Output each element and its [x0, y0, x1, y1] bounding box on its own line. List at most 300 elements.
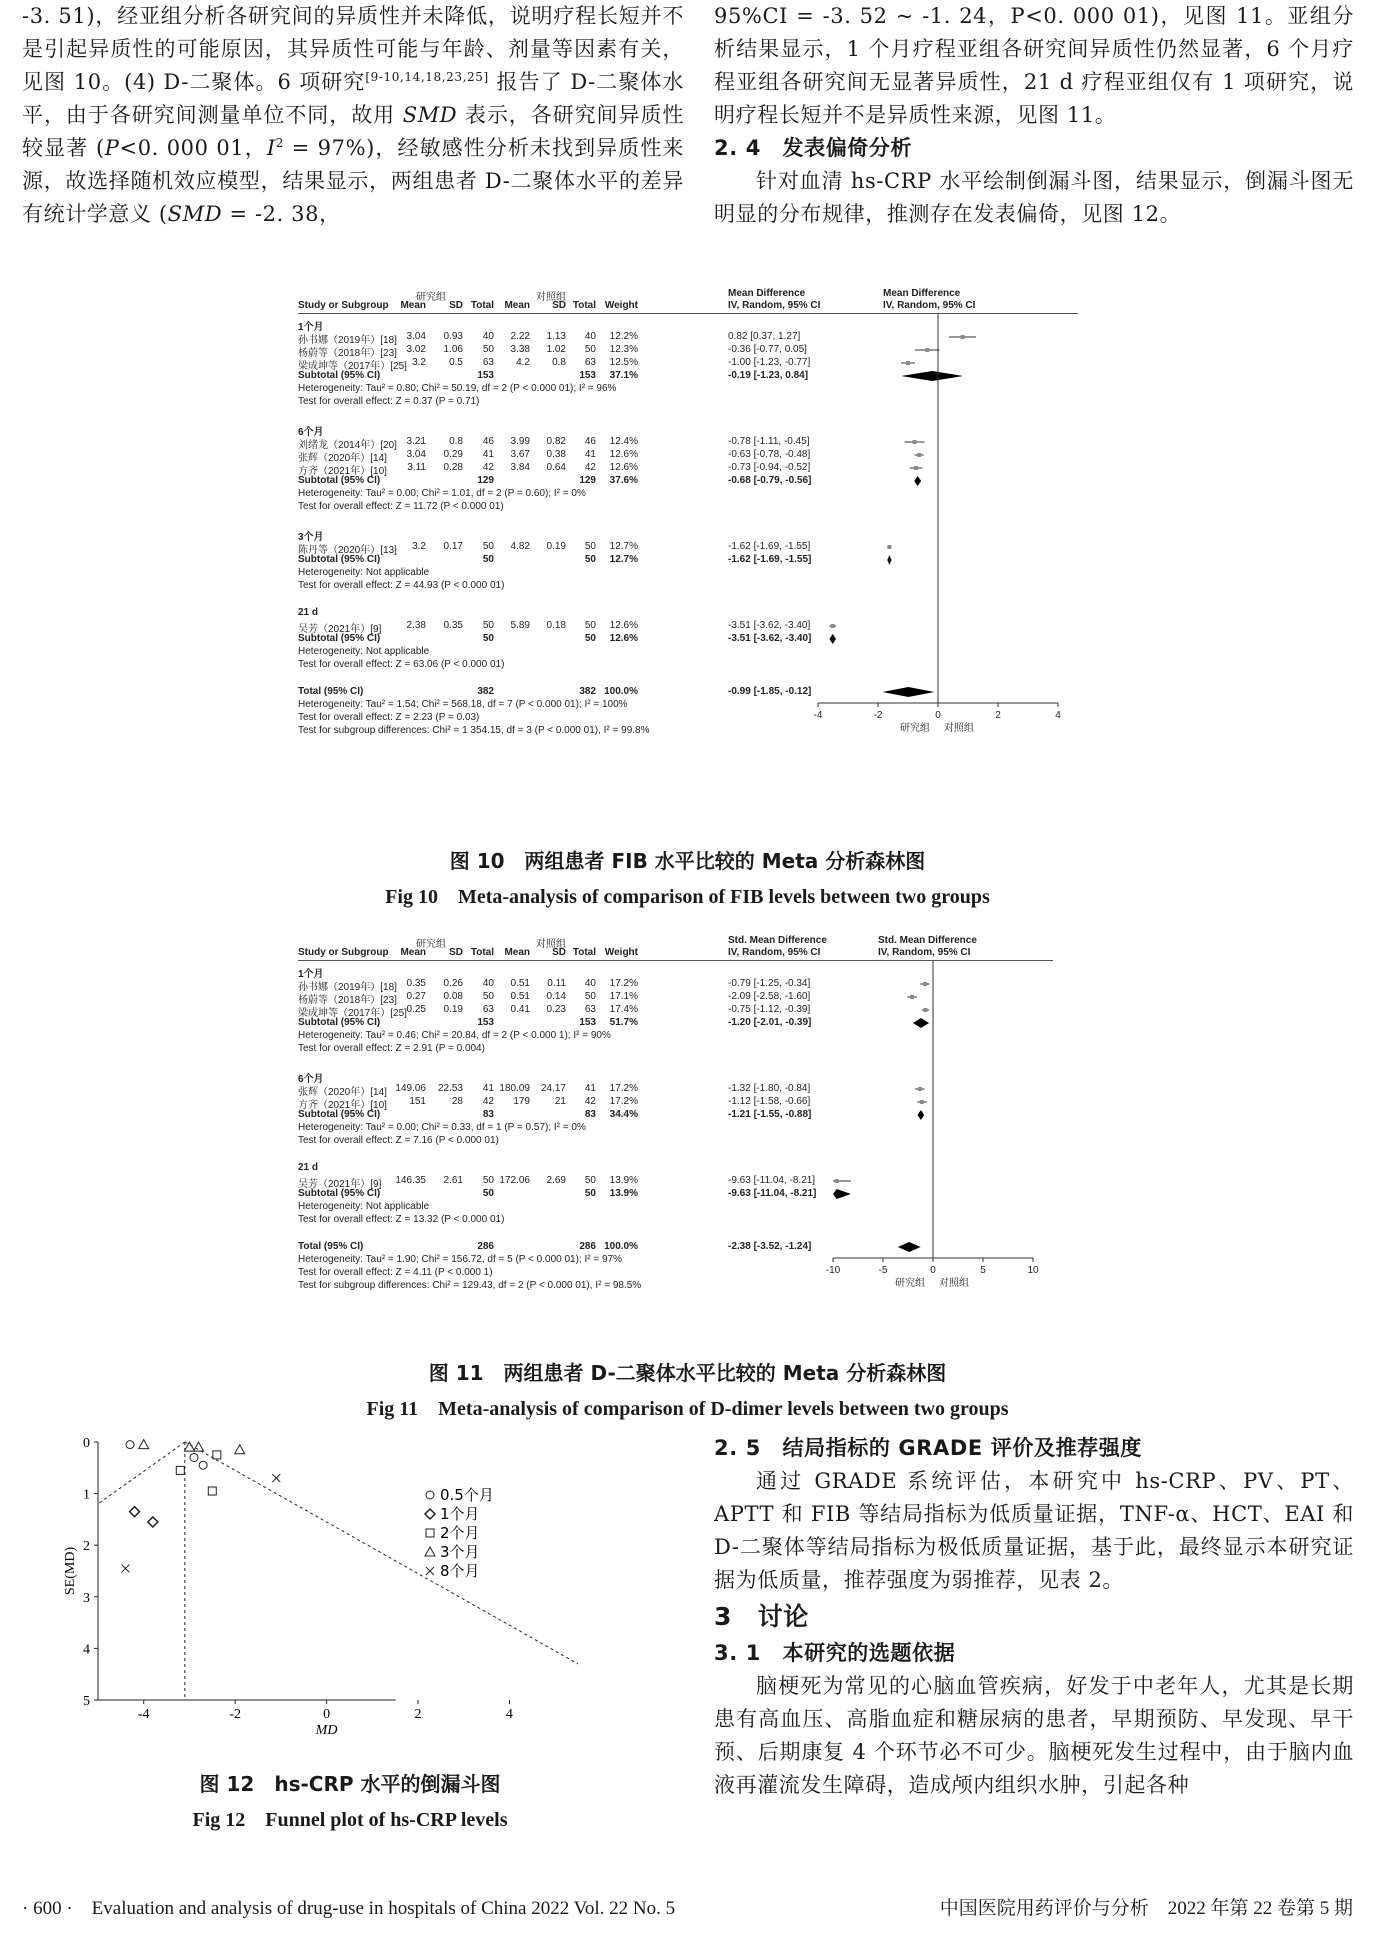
- data-point-triangle: [194, 1442, 204, 1451]
- data-point-square: [176, 1466, 184, 1474]
- study-row-m1: 151: [409, 1096, 426, 1107]
- subtotal-row-n1: 50: [482, 1188, 494, 1199]
- subgroup-name: 21 d: [298, 1162, 319, 1173]
- study-row-sd2: 0.8: [552, 357, 566, 368]
- col-header-mean-exp: Mean: [400, 947, 426, 958]
- study-row-n1: 42: [482, 1096, 494, 1107]
- paragraph-fib-dimer: [22, 0, 684, 231]
- study-row-weight: 17.2%: [609, 1083, 638, 1094]
- study-row-m2: 172.06: [499, 1175, 530, 1186]
- point-estimate: [835, 1179, 839, 1183]
- y-tick-label: 5: [83, 1694, 90, 1709]
- study-row-m2: 4.82: [510, 541, 530, 552]
- heterogeneity-text: Heterogeneity: Tau² = 0.00; Chi² = 1.01, df = 2 (P = 0.60); I² = 0%: [298, 488, 586, 499]
- axis-label-experimental: 研究组: [895, 1278, 925, 1289]
- total-row-n1: 286: [477, 1241, 494, 1252]
- heterogeneity-text: Heterogeneity: Tau² = 0.46; Chi² = 20.84, df = 2 (P < 0.000 1); I² = 90%: [298, 1030, 611, 1041]
- legend-marker-diamond: [425, 1509, 435, 1519]
- study-row-weight: 12.6%: [609, 620, 638, 631]
- paragraph-segment: P: [104, 136, 120, 160]
- legend-marker-triangle: [425, 1547, 435, 1556]
- data-point-circle: [126, 1441, 134, 1449]
- study-row-ci: -0.75 [-1.12, -0.39]: [728, 1004, 811, 1015]
- col-header-sd-exp: SD: [449, 300, 463, 311]
- overall-effect-text: Test for overall effect: Z = 0.37 (P = 0.71): [298, 396, 480, 407]
- legend-label: 1个月: [440, 1505, 480, 1523]
- subtotal-row-n2: 50: [584, 633, 596, 644]
- col-header-ci: IV, Random, 95% CI: [728, 947, 821, 958]
- subtotal-diamond: [901, 371, 963, 381]
- total-row-label: Total (95% CI): [298, 686, 364, 697]
- point-estimate: [961, 335, 965, 339]
- study-row-sd2: 1.13: [546, 331, 566, 342]
- study-row-ci: -1.62 [-1.69, -1.55]: [728, 541, 811, 552]
- overall-effect-text: Test for overall effect: Z = 2.91 (P = 0.004): [298, 1043, 485, 1054]
- effect-header: Std. Mean Difference: [728, 935, 827, 946]
- study-row-n1: 40: [482, 978, 494, 989]
- figure11-caption-en: Fig 11 Meta-analysis of comparison of D-dimer levels between two groups: [366, 1398, 1009, 1420]
- funnel-right: [185, 1442, 578, 1664]
- subtotal-row-n2: 129: [579, 475, 596, 486]
- subtotal-row-ci: -0.68 [-0.79, -0.56]: [728, 475, 812, 486]
- study-row-sd1: 0.35: [443, 620, 463, 631]
- group-label-control: 对照组: [536, 939, 566, 950]
- section-heading-2-5: 2. 5 结局指标的 GRADE 评价及推荐强度: [714, 1436, 1142, 1460]
- study-row-weight: 17.2%: [609, 978, 638, 989]
- study-row-ci: -3.51 [-3.62, -3.40]: [728, 620, 811, 631]
- section-heading-3-1: 3. 1 本研究的选题依据: [714, 1641, 956, 1665]
- study-row-m1: 3.04: [406, 331, 426, 342]
- point-estimate: [831, 624, 835, 628]
- study-row-sd2: 0.19: [546, 541, 566, 552]
- subtotal-row-weight: 37.6%: [609, 475, 638, 486]
- study-row-sd1: 22.53: [437, 1083, 463, 1094]
- x-tick-label: 5: [980, 1265, 986, 1276]
- paragraph-dimer-subgroup: 95%CI = -3. 52 ~ -1. 24，P<0. 000 01)，见图 11。亚组分析结果显示，1 个月疗程亚组各研究间异质性仍然显著，6 个月疗程亚组各研究间无显著异质性，21 d 疗程亚组仅有 1 项研究，说明疗程长短并不是异质性来源，见图 11。: [714, 4, 1354, 127]
- total-stat-text: Test for overall effect: Z = 4.11 (P < 0.000 1): [298, 1267, 493, 1278]
- data-point-triangle: [139, 1440, 149, 1449]
- study-row-n2: 50: [584, 991, 596, 1002]
- subtotal-row-weight: 37.1%: [609, 370, 638, 381]
- subtotal-row-n2: 153: [579, 1017, 596, 1028]
- study-row-n1: 63: [482, 357, 494, 368]
- y-tick-label: 1: [83, 1487, 90, 1503]
- figure12-caption-cn: 图 12 hs-CRP 水平的倒漏斗图: [199, 1772, 501, 1796]
- study-row-weight: 12.4%: [609, 436, 638, 447]
- study-row-sd2: 0.18: [546, 620, 566, 631]
- total-row-n2: 382: [579, 686, 596, 697]
- study-row-n2: 50: [584, 344, 596, 355]
- study-row-weight: 13.9%: [609, 1175, 638, 1186]
- effect-header: Mean Difference: [728, 288, 806, 299]
- study-row-label: 梁成坤等（2017年）[25]: [298, 1008, 407, 1019]
- point-estimate: [925, 348, 929, 352]
- subtotal-diamond: [829, 634, 836, 644]
- study-row-label: 杨蔚等（2018年）[23]: [298, 995, 397, 1006]
- study-row-sd1: 0.08: [443, 991, 463, 1002]
- col-header-mean-exp: Mean: [400, 300, 426, 311]
- study-row-label: 方齐（2021年）[10]: [298, 466, 387, 477]
- col-header-study: Study or Subgroup: [298, 947, 389, 958]
- subtotal-row-n2: 50: [584, 554, 596, 565]
- overall-effect-text: Test for overall effect: Z = 11.72 (P < 0.000 01): [298, 501, 504, 512]
- study-row-m1: 0.25: [406, 1004, 426, 1015]
- group-label-experimental: 研究组: [416, 939, 446, 950]
- study-row-n2: 42: [584, 1096, 596, 1107]
- study-row-ci: -1.32 [-1.80, -0.84]: [728, 1083, 811, 1094]
- subtotal-row-n1: 153: [477, 370, 494, 381]
- study-row-m2: 179: [513, 1096, 530, 1107]
- col-header-sd-exp: SD: [449, 947, 463, 958]
- figure12-caption-en: Fig 12 Funnel plot of hs-CRP levels: [192, 1809, 508, 1831]
- x-tick-label: -10: [825, 1265, 841, 1276]
- subtotal-diamond: [887, 555, 891, 565]
- legend-label: 2个月: [440, 1524, 480, 1542]
- study-row-m1: 3.04: [406, 449, 426, 460]
- point-estimate: [914, 466, 918, 470]
- study-row-sd2: 0.11: [547, 978, 566, 989]
- total-stat-text: Test for overall effect: Z = 2.23 (P = 0.03): [298, 712, 480, 723]
- subtotal-row-weight: 12.6%: [609, 633, 638, 644]
- study-row-weight: 17.1%: [609, 991, 638, 1002]
- data-point-diamond: [148, 1517, 158, 1527]
- study-row-m1: 0.27: [406, 991, 426, 1002]
- study-row-n2: 46: [584, 436, 596, 447]
- x-tick-label: -4: [813, 710, 823, 721]
- point-estimate: [917, 453, 921, 457]
- x-tick-label: -5: [878, 1265, 888, 1276]
- total-stat-text: Heterogeneity: Tau² = 1.90; Chi² = 156.72, df = 5 (P < 0.000 01); I² = 97%: [298, 1254, 623, 1265]
- col-header-mean-ctl: Mean: [504, 300, 530, 311]
- study-row-label: 刘绪龙（2014年）[20]: [298, 440, 397, 451]
- study-row-n2: 40: [584, 331, 596, 342]
- study-row-m1: 3.02: [406, 344, 426, 355]
- plot-header: Mean Difference: [883, 288, 961, 299]
- figure10-caption-en: Fig 10 Meta-analysis of comparison of FIB levels between two groups: [385, 886, 990, 908]
- study-row-sd2: 24.17: [540, 1083, 566, 1094]
- subtotal-row-label: Subtotal (95% CI): [298, 1109, 381, 1120]
- study-row-m2: 180.09: [499, 1083, 530, 1094]
- y-tick-label: 0: [83, 1436, 90, 1451]
- point-estimate: [906, 361, 910, 365]
- study-row-label: 吴芳（2021年）[9]: [298, 1179, 382, 1190]
- subgroup-name: 6个月: [298, 1074, 324, 1085]
- y-tick-label: 4: [83, 1642, 90, 1658]
- heterogeneity-text: Heterogeneity: Tau² = 0.00; Chi² = 0.33, df = 1 (P = 0.57); I² = 0%: [298, 1122, 586, 1133]
- study-row-n2: 41: [584, 1083, 596, 1094]
- overall-effect-text: Test for overall effect: Z = 13.32 (P < 0.000 01): [298, 1214, 505, 1225]
- study-row-sd1: 0.28: [443, 462, 463, 473]
- right-column-bottom: [714, 1432, 1354, 1802]
- subtotal-row-label: Subtotal (95% CI): [298, 475, 381, 486]
- axis-label-control: 对照组: [944, 723, 974, 734]
- point-estimate: [923, 982, 927, 986]
- study-row-ci: -9.63 [-11.04, -8.21]: [728, 1175, 816, 1186]
- paragraph-segment: 报告了 D-二聚体水平，由于各研究间测量单位不同，故用: [22, 70, 684, 127]
- subtotal-row-ci: -1.21 [-1.55, -0.88]: [728, 1109, 812, 1120]
- total-diamond: [898, 1242, 921, 1252]
- paragraph-segment: = -2. 38，: [222, 202, 341, 226]
- x-tick-label: 0: [935, 710, 941, 721]
- study-row-n1: 41: [482, 449, 494, 460]
- heterogeneity-text: Heterogeneity: Not applicable: [298, 567, 430, 578]
- study-row-ci: -0.79 [-1.25, -0.34]: [728, 978, 811, 989]
- study-row-n1: 50: [482, 541, 494, 552]
- study-row-m2: 2.22: [510, 331, 530, 342]
- study-row-n2: 50: [584, 541, 596, 552]
- legend-label: 3个月: [440, 1543, 480, 1561]
- legend-marker-circle: [426, 1491, 434, 1499]
- study-row-weight: 17.2%: [609, 1096, 638, 1107]
- legend-marker-square: [426, 1529, 434, 1537]
- paragraph-segment: 表示，各研究间异质性较显著 (: [22, 103, 684, 160]
- subtotal-row-ci: -1.20 [-2.01, -0.39]: [728, 1017, 812, 1028]
- subtotal-row-label: Subtotal (95% CI): [298, 554, 381, 565]
- subtotal-row-n1: 129: [477, 475, 494, 486]
- y-tick-label: 3: [83, 1590, 90, 1606]
- study-row-n1: 42: [482, 462, 494, 473]
- total-row-n2: 286: [579, 1241, 596, 1252]
- study-row-sd1: 0.93: [443, 331, 463, 342]
- overall-effect-text: Test for overall effect: Z = 7.16 (P < 0.000 01): [298, 1135, 499, 1146]
- study-row-m1: 146.35: [395, 1175, 426, 1186]
- study-row-m2: 3.38: [510, 344, 530, 355]
- study-row-n2: 41: [584, 449, 596, 460]
- subtotal-diamond: [918, 1110, 925, 1120]
- study-row-n2: 40: [584, 978, 596, 989]
- study-row-m1: 3.21: [406, 436, 426, 447]
- study-row-n1: 50: [482, 991, 494, 1002]
- study-row-label: 吴芳（2021年）[9]: [298, 624, 382, 635]
- study-row-ci: -1.00 [-1.23, -0.77]: [728, 357, 811, 368]
- total-row-n1: 382: [477, 686, 494, 697]
- study-row-m1: 3.2: [412, 357, 426, 368]
- col-header-ci: IV, Random, 95% CI: [728, 300, 821, 311]
- forest-plot-fig10: [298, 288, 1078, 828]
- study-row-m2: 3.84: [510, 462, 530, 473]
- heterogeneity-text: Heterogeneity: Not applicable: [298, 1201, 430, 1212]
- paragraph-segment: <0. 000 01，: [119, 136, 267, 160]
- study-row-ci: -0.78 [-1.11, -0.45]: [728, 436, 810, 447]
- subtotal-row-ci: -0.19 [-1.23, 0.84]: [728, 370, 809, 381]
- total-diamond: [883, 687, 935, 697]
- heterogeneity-text: Heterogeneity: Not applicable: [298, 646, 430, 657]
- study-row-label: 张辉（2020年）[14]: [298, 1087, 387, 1098]
- study-row-ci: 0.82 [0.37, 1.27]: [728, 331, 801, 342]
- study-row-m1: 3.2: [412, 541, 426, 552]
- x-axis-label: MD: [315, 1723, 338, 1738]
- legend-label: 0.5个月: [440, 1486, 494, 1504]
- point-estimate: [913, 440, 917, 444]
- x-tick-label: -4: [137, 1707, 150, 1722]
- heterogeneity-text: Heterogeneity: Tau² = 0.80; Chi² = 50.19, df = 2 (P < 0.000 01); I² = 96%: [298, 383, 617, 394]
- study-row-label: 梁成坤等（2017年）[25]: [298, 361, 407, 372]
- total-row-ci: -0.99 [-1.85, -0.12]: [728, 686, 812, 697]
- study-row-ci: -0.63 [-0.78, -0.48]: [728, 449, 811, 460]
- study-row-n2: 50: [584, 620, 596, 631]
- forest-plot-fig11: [298, 935, 1078, 1340]
- x-tick-label: -2: [229, 1707, 241, 1722]
- study-row-sd1: 1.06: [443, 344, 463, 355]
- study-row-m1: 2.38: [406, 620, 426, 631]
- study-row-sd2: 1.02: [546, 344, 566, 355]
- study-row-weight: 12.5%: [609, 357, 638, 368]
- paragraph-segment: [9-10,14,18,23,25]: [365, 70, 489, 84]
- study-row-sd2: 0.38: [546, 449, 566, 460]
- study-row-ci: -0.36 [-0.77, 0.05]: [728, 344, 807, 355]
- study-row-weight: 12.6%: [609, 449, 638, 460]
- x-tick-label: -2: [873, 710, 883, 721]
- subtotal-row-label: Subtotal (95% CI): [298, 1188, 381, 1199]
- study-row-m2: 4.2: [516, 357, 530, 368]
- col-header-study: Study or Subgroup: [298, 300, 389, 311]
- study-row-n2: 42: [584, 462, 596, 473]
- col-header-sd-ctl: SD: [552, 300, 566, 311]
- study-row-sd2: 0.64: [546, 462, 566, 473]
- study-row-n1: 63: [482, 1004, 494, 1015]
- col-header-total-exp: Total: [470, 300, 494, 311]
- study-row-m2: 0.51: [510, 978, 530, 989]
- study-row-weight: 12.6%: [609, 462, 638, 473]
- study-row-n1: 41: [482, 1083, 494, 1094]
- x-tick-label: 4: [1055, 710, 1061, 721]
- subtotal-row-n2: 153: [579, 370, 596, 381]
- right-column-top: [714, 0, 1354, 231]
- paragraph-segment: -3. 51)，经亚组分析各研究间的异质性并未降低，说明疗程长短并不是引起异质性的可能原因，其异质性可能与年龄、剂量等因素有关，见图 10。(4) D-二聚体。6 项研究: [22, 4, 684, 94]
- data-point-circle: [199, 1461, 207, 1469]
- study-row-label: 孙书娜（2019年）[18]: [298, 982, 397, 993]
- paragraph-segment: SMD: [167, 202, 223, 226]
- study-row-label: 方齐（2021年）[10]: [298, 1100, 387, 1111]
- study-row-sd2: 21: [554, 1096, 566, 1107]
- x-tick-label: 10: [1027, 1265, 1039, 1276]
- study-row-n1: 46: [482, 436, 494, 447]
- paragraph-topic-basis: 脑梗死为常见的心脑血管疾病，好发于中老年人，尤其是长期患有高血压、高脂血症和糖尿病的患者，早期预防、早发现、早干预、后期康复 4 个环节必不可少。脑梗死发生过程中，由于脑内血液再灌流发生障碍，造成颅内组织水肿，引起各种: [714, 1674, 1354, 1797]
- point-estimate: [920, 1100, 924, 1104]
- data-point-triangle: [184, 1442, 194, 1451]
- y-tick-label: 2: [83, 1539, 90, 1555]
- subgroup-name: 1个月: [298, 969, 324, 980]
- study-row-m2: 5.89: [510, 620, 530, 631]
- data-point-circle: [190, 1453, 198, 1461]
- paragraph-segment: SMD: [402, 103, 458, 127]
- subtotal-row-ci: -3.51 [-3.62, -3.40]: [728, 633, 812, 644]
- forest-plot-canvas: [298, 288, 1078, 828]
- subtotal-row-n1: 153: [477, 1017, 494, 1028]
- study-row-m2: 3.67: [510, 449, 530, 460]
- funnel-plot-fig12: [60, 1430, 620, 1738]
- col-header-total-ctl: Total: [572, 300, 596, 311]
- total-row-label: Total (95% CI): [298, 1241, 364, 1252]
- axis-label-experimental: 研究组: [900, 723, 930, 734]
- x-tick-label: 4: [505, 1707, 513, 1722]
- total-stat-text: Heterogeneity: Tau² = 1.54; Chi² = 568.18, df = 7 (P < 0.000 01); I² = 100%: [298, 699, 628, 710]
- study-row-ci: -1.12 [-1.58, -0.66]: [728, 1096, 811, 1107]
- study-row-label: 陈丹等（2020年）[13]: [298, 545, 397, 556]
- study-row-m1: 0.35: [406, 978, 426, 989]
- study-row-sd1: 0.8: [449, 436, 463, 447]
- study-row-m2: 3.99: [510, 436, 530, 447]
- group-label-control: 对照组: [536, 292, 566, 303]
- subtotal-row-n1: 50: [482, 633, 494, 644]
- study-row-n1: 50: [482, 1175, 494, 1186]
- study-row-n2: 63: [584, 357, 596, 368]
- study-row-sd1: 0.26: [443, 978, 463, 989]
- x-tick-label: 2: [414, 1707, 422, 1722]
- study-row-weight: 17.4%: [609, 1004, 638, 1015]
- total-row-ci: -2.38 [-3.52, -1.24]: [728, 1241, 812, 1252]
- study-row-n1: 50: [482, 620, 494, 631]
- subgroup-name: 6个月: [298, 427, 324, 438]
- overall-effect-text: Test for overall effect: Z = 63.06 (P < 0.000 01): [298, 659, 505, 670]
- col-header-total-exp: Total: [470, 947, 494, 958]
- subtotal-row-label: Subtotal (95% CI): [298, 633, 381, 644]
- study-row-weight: 12.2%: [609, 331, 638, 342]
- subtotal-row-weight: 13.9%: [609, 1188, 638, 1199]
- figure11-caption-cn: 图 11 两组患者 D-二聚体水平比较的 Meta 分析森林图: [428, 1361, 947, 1385]
- legend-label: 8个月: [440, 1562, 480, 1580]
- study-row-sd1: 28: [451, 1096, 463, 1107]
- subtotal-row-n2: 50: [584, 1188, 596, 1199]
- study-row-weight: 12.7%: [609, 541, 638, 552]
- data-point-triangle: [235, 1445, 245, 1454]
- subtotal-row-label: Subtotal (95% CI): [298, 1017, 381, 1028]
- study-row-n1: 40: [482, 331, 494, 342]
- point-estimate: [887, 545, 891, 549]
- study-row-n2: 63: [584, 1004, 596, 1015]
- plot-header: Std. Mean Difference: [878, 935, 977, 946]
- paragraph-segment: 2: [275, 136, 284, 150]
- study-row-n2: 50: [584, 1175, 596, 1186]
- subtotal-row-ci: -9.63 [-11.04, -8.21]: [728, 1188, 817, 1199]
- total-stat-text: Test for subgroup differences: Chi² = 1 354.15, df = 3 (P < 0.000 01), I² = 99.8%: [298, 725, 650, 736]
- point-estimate: [924, 1008, 928, 1012]
- study-row-sd2: 0.23: [546, 1004, 566, 1015]
- col-header-total-ctl: Total: [572, 947, 596, 958]
- subgroup-name: 21 d: [298, 607, 319, 618]
- subgroup-name: 1个月: [298, 322, 324, 333]
- left-column-text: [22, 0, 684, 231]
- study-row-sd1: 2.61: [443, 1175, 463, 1186]
- paragraph-segment: = 97%)，经敏感性分析未找到异质性来源，故选择随机效应模型，结果显示，两组患者 D-二聚体水平的差异有统计学意义 (: [22, 136, 684, 226]
- subtotal-row-label: Subtotal (95% CI): [298, 370, 381, 381]
- subgroup-name: 3个月: [298, 532, 324, 543]
- study-row-label: 杨蔚等（2018年）[23]: [298, 348, 397, 359]
- study-row-label: 孙书娜（2019年）[18]: [298, 335, 397, 346]
- subtotal-row-n1: 83: [482, 1109, 494, 1120]
- subtotal-row-weight: 34.4%: [609, 1109, 638, 1120]
- study-row-m1: 3.11: [407, 462, 426, 473]
- col-header-weight: Weight: [604, 947, 638, 958]
- x-tick-label: 0: [930, 1265, 936, 1276]
- subtotal-row-weight: 12.7%: [609, 554, 638, 565]
- x-tick-label: 0: [323, 1707, 331, 1722]
- funnel-left: [98, 1442, 185, 1504]
- study-row-ci: -0.73 [-0.94, -0.52]: [728, 462, 811, 473]
- study-row-m1: 149.06: [395, 1083, 426, 1094]
- data-point-diamond: [130, 1507, 140, 1517]
- study-row-m2: 0.41: [510, 1004, 530, 1015]
- paragraph-segment: I: [266, 136, 276, 160]
- study-row-m2: 0.51: [510, 991, 530, 1002]
- point-estimate: [910, 995, 914, 999]
- subtotal-diamond: [913, 1018, 929, 1028]
- col-header-mean-ctl: Mean: [504, 947, 530, 958]
- figure10-caption-cn: 图 10 两组患者 FIB 水平比较的 Meta 分析森林图: [449, 849, 926, 873]
- study-row-sd1: 0.29: [443, 449, 463, 460]
- data-point-square: [213, 1451, 221, 1459]
- study-row-label: 张辉（2020年）[14]: [298, 453, 387, 464]
